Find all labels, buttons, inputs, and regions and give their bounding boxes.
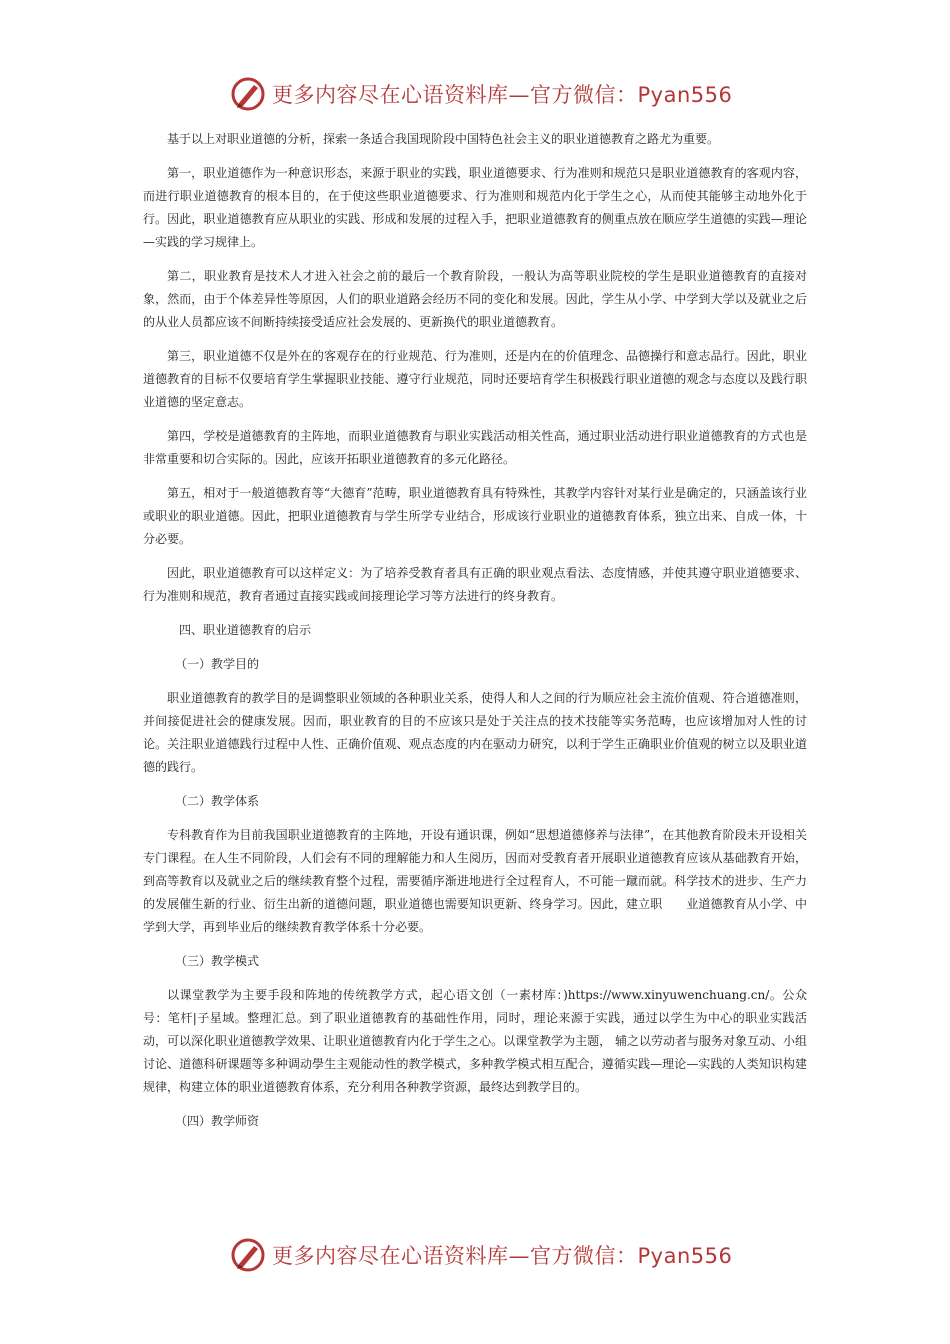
paragraph: 第二，职业教育是技术人才进入社会之前的最后一个教育阶段，一般认为高等职业院校的学生是职业道德教育的直接对象，然而，由于个体差异性等原因，人们的职业道路会经历不同的变化和发展。因此，学生从小学、中学到大学以及就业之后的从业人员都应该不间断持续接受适应社会发展的、更新换代的职业道德教育。 (143, 269, 807, 329)
paragraph: 第四，学校是道德教育的主阵地，而职业道德教育与职业实践活动相关性高，通过职业活动进行职业道德教育的方式也是非常重要和切合实际的。因此，应该开拓职业道德教育的多元化路径。 (143, 429, 807, 466)
subsection-body: 专科教育作为目前我国职业道德教育的主阵地，开设有通识课，例如“思想道德修养与法律”，在其他教育阶段未开设相关专门课程。在人生不同阶段，人们会有不同的理解能力和人生阅历，因而对受教育者开展职业道德教育应该从基础教育开始，到高等教育以及就业之后的继续教育整个过程，需要循序渐进地进行全过程育人，不可能一蹴而就。科学技术的进步、生产力的发展催生新的行业、衍生出新的道德问题，职业道德也需要知识更新、终身学习。因此，建立职 业道德教育从小学、中学到大学，再到毕业后的继续教育教学体系十分必要。 (143, 828, 807, 934)
banner-text: 更多内容尽在心语资料库—官方微信：Pyan556 (272, 83, 733, 107)
section-title: 四、职业道德教育的启示 (179, 623, 312, 637)
paragraph: 基于以上对职业道德的分析，探索一条适合我国现阶段中国特色社会主义的职业道德教育之路尤为重要。 (167, 132, 720, 146)
paragraph: 第一，职业道德作为一种意识形态，来源于职业的实践，职业道德要求、行为准则和规范只是职业道德教育的客观内容，而进行职业道德教育的根本目的，在于使这些职业道德要求、行为准则和规范内化于学生之心，从而使其能够主动地外化于行。因此，职业道德教育应从职业的实践、形成和发展的过程入手，把职业道德教育的侧重点放在顺应学生道德的实践—理论—实践的学习规律上。 (143, 166, 807, 249)
document-body (143, 128, 807, 1144)
subsection-title: （三）教学模式 (175, 954, 260, 968)
subsection-title: （二）教学体系 (175, 794, 260, 808)
paragraph: 因此，职业道德教育可以这样定义：为了培养受教育者具有正确的职业观点看法、态度情感，并使其遵守职业道德要求、行为准则和规范，教育者通过直接实践或间接理论学习等方法进行的终身教育。 (143, 566, 807, 603)
paragraph: 第三，职业道德不仅是外在的客观存在的行业规范、行为准则，还是内在的价值理念、品德操行和意志品行。因此，职业道德教育的目标不仅要培育学生掌握职业技能、遵守行业规范，同时还要培育学生积极践行职业道德的观念与态度以及践行职业道德的坚定意志。 (143, 349, 807, 409)
subsection-body: 以课堂教学为主要手段和阵地的传统教学方式，起心语文创（一素材库：)https://www.xinyuwenchuang.cn/。公众号：笔杆|子星域。整理汇总。到了职业道德教育的基础性作用，同时，理论来源于实践，通过以学生为中心的职业实践活动，可以深化职业道德教学效果、让职业道德教育内化于学生之心。以课堂教学为主题， 辅之以劳动者与服务对象互动、小组讨论、道德科研课题等多种调动學生主观能动性的教学模式，多种教学模式相互配合，遵循实践—理论—实践的人类知识构建规律，构建立体的职业道德教育体系，充分利用各种教学资源，最终达到教学目的。 (143, 988, 807, 1094)
subsection-title: （四）教学师资 (175, 1114, 260, 1128)
header-banner (230, 72, 732, 116)
banner-text: 更多内容尽在心语资料库—官方微信：Pyan556 (272, 1244, 733, 1268)
paragraph: 第五，相对于一般道德教育等“大德育”范畴，职业道德教育具有特殊性，其教学内容针对某行业是确定的，只涵盖该行业或职业的职业道德。因此，把职业道德教育与学生所学专业结合，形成该行业职业的道德教育体系，独立出来、自成一体，十分必要。 (143, 486, 807, 546)
pen-logo-icon (230, 76, 266, 112)
footer-banner (230, 1233, 732, 1277)
pen-logo-icon (230, 1237, 266, 1273)
subsection-title: （一）教学目的 (175, 657, 260, 671)
subsection-body: 职业道德教育的教学目的是调整职业领域的各种职业关系，使得人和人之间的行为顺应社会主流价值观、符合道德准则，并间接促进社会的健康发展。因而，职业教育的目的不应该只是处于关注点的技术技能等实务范畴，也应该增加对人性的讨论。关注职业道德践行过程中人性、正确价值观、观点态度的内在驱动力研究，以利于学生正确职业价值观的树立以及职业道德的践行。 (143, 691, 807, 774)
